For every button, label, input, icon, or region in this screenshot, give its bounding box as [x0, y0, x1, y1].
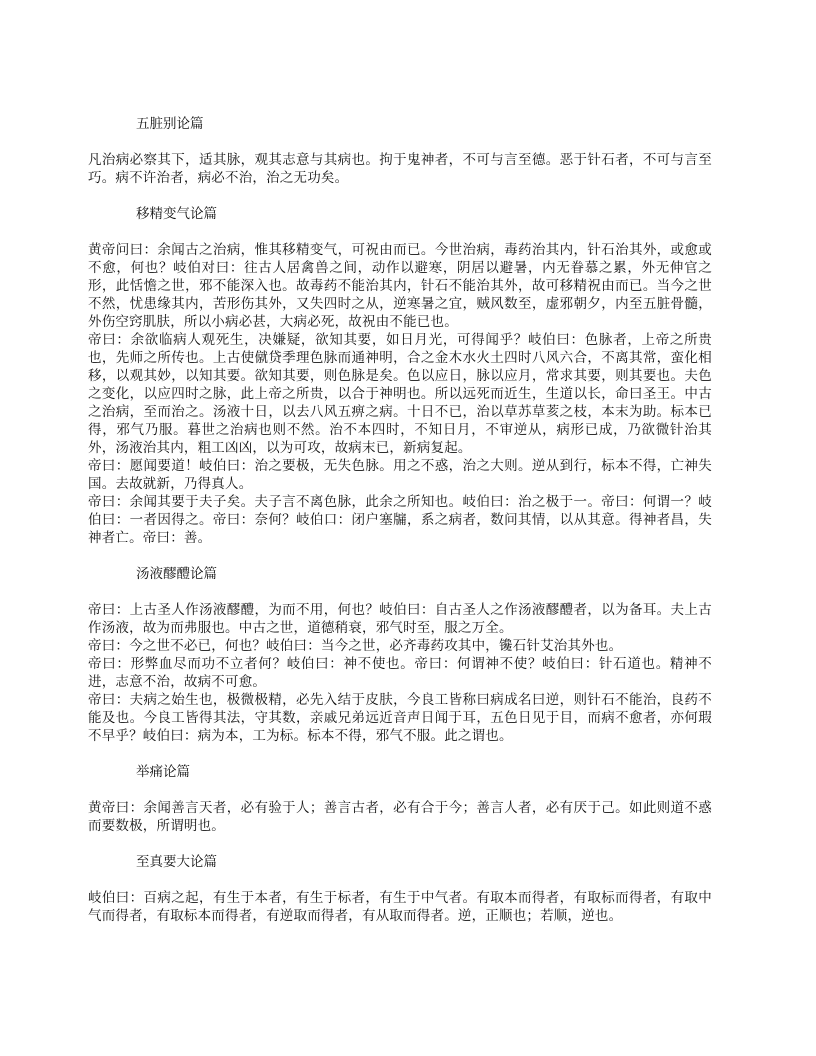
paragraph: 岐伯曰：百病之起，有生于本者，有生于标者，有生于中气者。有取本而得者，有取标而得者，有取中气而得者，有取标本而得者，有逆取而得者，有从取而得者。逆，正顺也；若顺，逆也。: [88, 890, 712, 924]
paragraph: 帝曰：上古圣人作汤液醪醴，为而不用，何也？岐伯曰：自古圣人之作汤液醪醴者，以为备耳。夫上古作汤液，故为而弗服也。中古之世，道德稍衰，邪气时至，服之万全。: [88, 602, 712, 636]
section-zhizhen-yaoda: [88, 853, 712, 925]
section-wuzang-bielun: [88, 115, 712, 187]
paragraph: 帝曰：余闻其要于夫子矣。夫子言不离色脉，此余之所知也。岐伯曰：治之极于一。帝曰：何谓一？岐伯曰：一者因得之。帝曰：奈何？岐伯口：闭户塞牖，系之病者，数问其情，以从其意。得神者昌，失神者亡。帝曰：善。: [88, 494, 712, 546]
paragraph: 凡治病必察其下，适其脉，观其志意与其病也。拘于鬼神者，不可与言至德。恶于针石者，不可与言至巧。病不许治者，病必不治，治之无功矣。: [88, 152, 712, 186]
section-title: 至真要大论篇: [136, 854, 217, 870]
paragraph: 黄帝曰：余闻善言天者，必有验于人；善言古者，必有合于今；善言人者，必有厌于己。如此则道不惑而要数极，所谓明也。: [88, 800, 712, 834]
paragraph: 帝曰：愿闻要道！岐伯曰：治之要极，无失色脉。用之不惑，治之大则。逆从到行，标本不得，亡神失国。去故就新，乃得真人。: [88, 458, 712, 492]
section-jutong: [88, 763, 712, 835]
section-tangye-laoli: [88, 565, 712, 745]
section-title: 移精变气论篇: [136, 206, 217, 222]
section-title: 举痛论篇: [136, 764, 190, 780]
paragraph: 帝曰：夫病之始生也，极微极精，必先入结于皮肤，今良工皆称曰病成名曰逆，则针石不能治，良药不能及也。今良工皆得其法，守其数，亲戚兄弟远近音声日闻于耳，五色日见于目，而病不愈者，亦何瑕不早乎？岐伯曰：病为本，工为标。标本不得，邪气不服。此之谓也。: [88, 692, 712, 744]
section-yijing-bianqi: [88, 205, 712, 547]
section-title: 五脏别论篇: [136, 116, 204, 132]
paragraph: 帝曰：今之世不必已，何也？岐伯曰：当今之世，必齐毒药攻其中，镵石针艾治其外也。: [88, 638, 623, 654]
paragraph: 帝曰：余欲临病人观死生，决嫌疑，欲知其要，如日月光，可得闻乎？岐伯曰：色脉者，上帝之所贵也，先师之所传也。上古使僦贷季理色脉而通神明，合之金木水火土四时八风六合，不离其常，蛮化相移，以观其妙，以知其要。欲知其要，则色脉是矣。色以应日，脉以应月，常求其要，则其要也。夫色之变化，以应四时之脉，此上帝之所贵，以合于神明也。所以远死而近生，生道以长，命曰圣王。中古之治病，至而治之。汤液十日，以去八风五痹之病。十日不已，治以草苏草荄之枝，本末为助。标本已得，邪气乃服。暮世之治病也则不然。治不本四时，不知日月，不审逆从，病形已成，乃欲微针治其外，汤液治其内，粗工凶凶，以为可攻，故病末已，新病复起。: [88, 332, 712, 456]
paragraph: 帝曰：形弊血尽而功不立者何？岐伯曰：神不使也。帝曰：何谓神不使？岐伯曰：针石道也。精神不进，志意不治，故病不可愈。: [88, 656, 712, 690]
paragraph: 黄帝问曰：余闻古之治病，惟其移精变气，可祝由而已。今世治病，毒药治其内，针石治其外，或愈或不愈，何也？岐伯对曰：往古人居禽兽之间，动作以避寒，阴居以避暑，内无眷慕之累，外无伸官之形，此恬憺之世，邪不能深入也。故毒药不能治其内，针石不能治其外，故可移精祝由而已。当今之世不然，忧患缘其内，苦形伤其外，又失四时之从，逆寒暑之宜，贼风数至，虚邪朝夕，内至五脏骨髓，外伤空窍肌肤，所以小病必甚，大病必死，故祝由不能已也。: [88, 242, 712, 330]
document-page: [88, 115, 712, 943]
section-title: 汤液醪醴论篇: [136, 566, 217, 582]
